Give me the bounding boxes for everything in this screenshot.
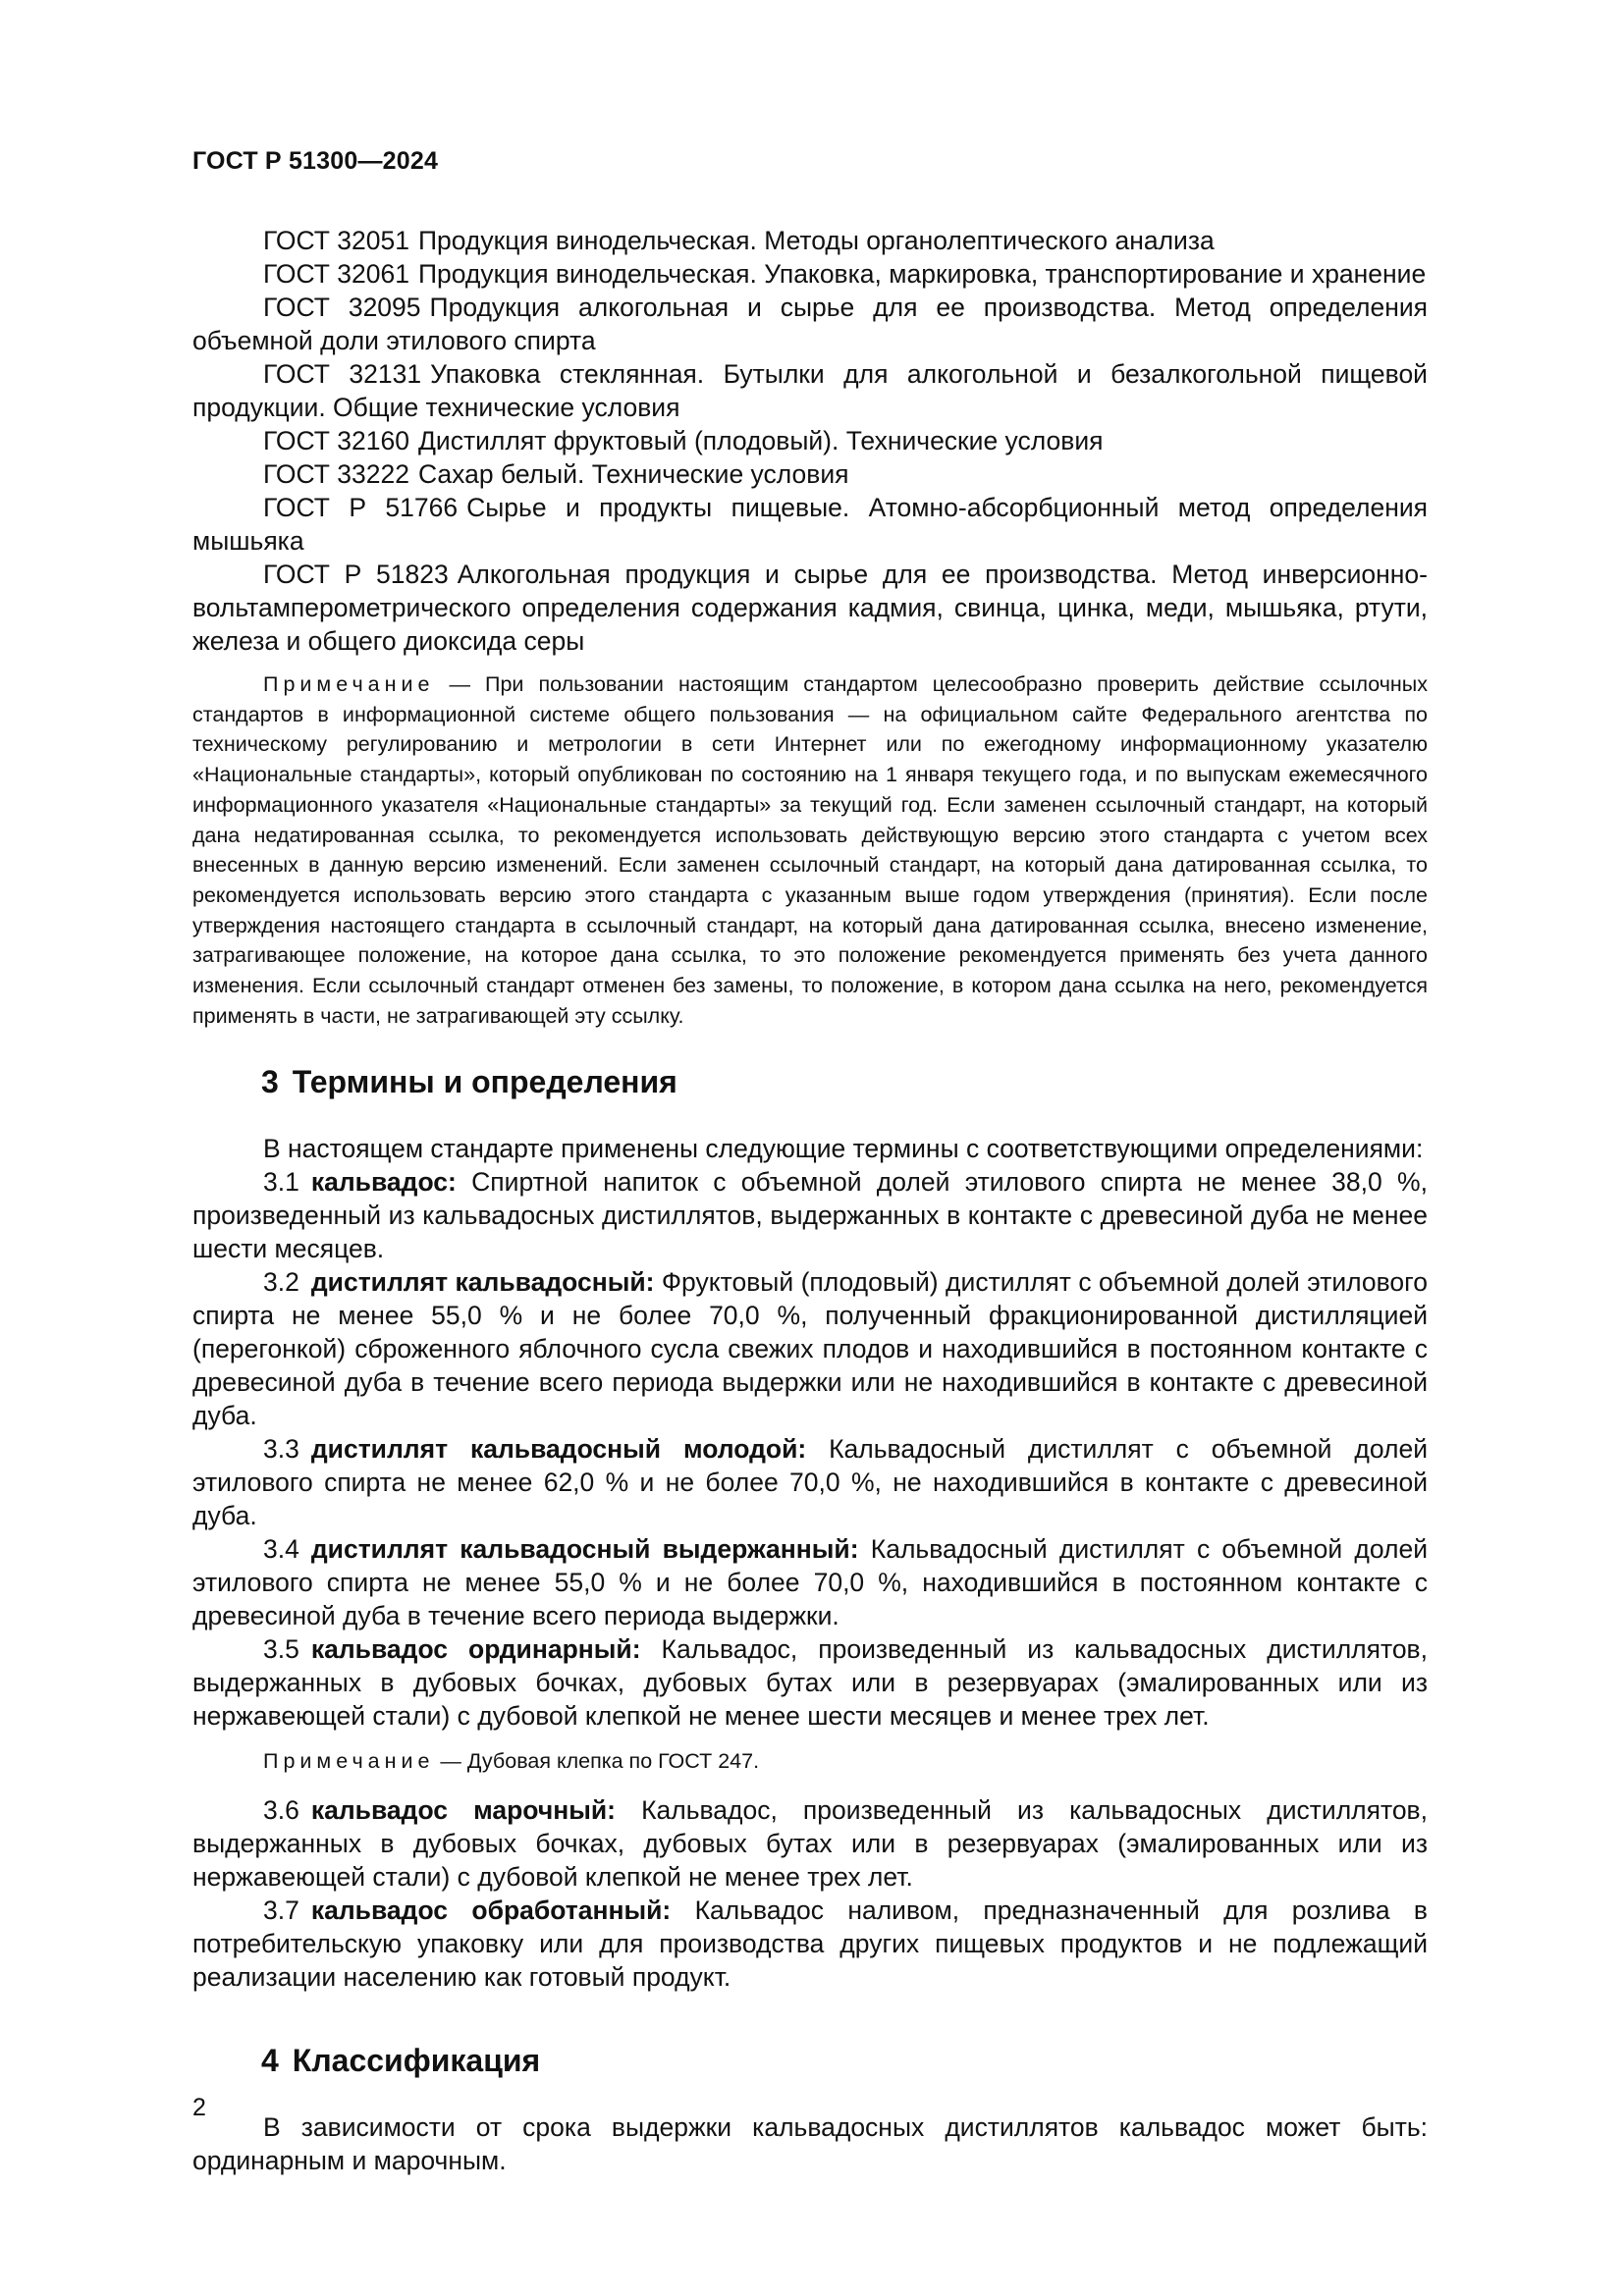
reference-title: Продукция винодельческая. Упаковка, маркировка, транспортирование и хранение bbox=[417, 259, 1427, 289]
term-text: Кальвадос, произведенный из кальвадосных дистиллятов, выдержанных в дубовых бочках, дубовых бутах или в резервуарах (эмалированных или из нержавеющей стали) с дубовой клепкой не менее шести месяцев и менее трех лет. bbox=[192, 1634, 1428, 1732]
term-number: 3.2 bbox=[263, 1267, 299, 1298]
reference-code: ГОСТ 32131 bbox=[263, 359, 422, 389]
reference-code: ГОСТ Р 51823 bbox=[263, 560, 449, 589]
reference-item bbox=[192, 291, 1428, 357]
reference-item bbox=[192, 357, 1428, 424]
reference-item bbox=[192, 558, 1428, 658]
term-number: 3.4 bbox=[263, 1534, 299, 1565]
reference-code: ГОСТ Р 51766 bbox=[263, 493, 459, 522]
reference-title: Дистиллят фруктовый (плодовый). Технические условия bbox=[417, 426, 1104, 455]
note-label: Примечание bbox=[263, 1749, 435, 1774]
reference-title: Упаковка стеклянная. Бутылки для алкогольной и безалкогольной пищевой продукции. Общие технические условия bbox=[192, 359, 1428, 422]
term-number: 3.6 bbox=[263, 1795, 299, 1826]
references-note bbox=[192, 669, 1428, 1031]
page-number: 2 bbox=[192, 2094, 206, 2121]
reference-title: Сырье и продукты пищевые. Атомно-абсорбционный метод определения мышьяка bbox=[192, 493, 1428, 556]
reference-code: ГОСТ 32095 bbox=[263, 293, 421, 322]
reference-title: Алкогольная продукция и сырье для ее производства. Метод инверсионно-вольтамперометрического определения содержания кадмия, свинца, цинка, меди, мышьяка, ртути, железа и общего диоксида серы bbox=[192, 560, 1428, 656]
section-title: Классификация bbox=[292, 2043, 541, 2079]
section-number: 4 bbox=[261, 2043, 279, 2079]
term-name: дистиллят кальвадосный молодой: bbox=[310, 1434, 807, 1465]
term-text: Кальвадосный дистиллят с объемной долей этилового спирта не менее 55,0 % и не более 70,0 %, находившийся в постоянном контакте с древесиной дуба в течение всего периода выдержки. bbox=[192, 1534, 1428, 1631]
term-text: Кальвадос, произведенный из кальвадосных дистиллятов, выдержанных в дубовых бочках, дубовых бутах или в резервуарах (эмалированных или из нержавеющей стали) с дубовой клепкой не менее трех лет. bbox=[192, 1795, 1428, 1893]
reference-item bbox=[192, 424, 1428, 457]
term-definition bbox=[192, 1793, 1428, 1894]
term-name: дистиллят кальвадосный: bbox=[310, 1267, 655, 1298]
reference-code: ГОСТ 33222 bbox=[263, 459, 409, 489]
page-header: ГОСТ Р 51300—2024 bbox=[192, 147, 439, 175]
note-text: — Дубовая клепка по ГОСТ 247. bbox=[434, 1749, 760, 1774]
note-text: — При пользовании настоящим стандартом целесообразно проверить действие ссылочных стандартов в информационной системе общего пользования — на официальном сайте Федерального агентства по техническому регулированию и метрологии в сети Интернет или по ежегодному информационному указателю «Национальные стандарты», который опубликован по состоянию на 1 января текущего года, и по выпускам ежемесячного информационного указателя «Национальные стандарты» за текущий год. Если заменен ссылочный стандарт, на который дана недатированная ссылка, то рекомендуется использовать действующую версию этого стандарта с учетом всех внесенных в данную версию изменений. Если заменен ссылочный стандарт, на который дана датированная ссылка, то рекомендуется использовать версию этого стандарта с указанным выше годом утверждения (принятия). Если после утверждения настоящего стандарта в ссылочный стандарт, на который дана датированная ссылка, внесено изменение, затрагивающее положение, на которое дана ссылка, то это положение рекомендуется применять без учета данного изменения. Если ссылочный стандарт отменен без замены, то положение, в котором дана ссылка на него, рекомендуется применять в части, не затрагивающей эту ссылку. bbox=[192, 672, 1428, 1028]
term-text: Кальвадосный дистиллят с объемной долей этилового спирта не менее 62,0 % и не более 70,0 %, не находившийся в контакте с древесиной дуба. bbox=[192, 1434, 1428, 1531]
term-text: Спиртной напиток с объемной долей этилового спирта не менее 38,0 %, произведенный из кальвадосных дистиллятов, выдержанных в контакте с древесиной дуба не менее шести месяцев. bbox=[192, 1167, 1428, 1264]
term-definition bbox=[192, 1165, 1428, 1265]
section-3-heading bbox=[192, 1064, 1428, 1100]
section-4-heading bbox=[192, 2043, 1428, 2079]
reference-code: ГОСТ 32160 bbox=[263, 426, 409, 455]
reference-title: Продукция алкогольная и сырье для ее производства. Метод определения объемной доли этилового спирта bbox=[192, 293, 1428, 355]
reference-code: ГОСТ 32051 bbox=[263, 226, 409, 255]
term-name: кальвадос марочный: bbox=[310, 1795, 616, 1826]
reference-title: Сахар белый. Технические условия bbox=[417, 459, 849, 489]
reference-title: Продукция винодельческая. Методы органолептического анализа bbox=[417, 226, 1215, 255]
reference-item bbox=[192, 257, 1428, 291]
term-definition bbox=[192, 1532, 1428, 1632]
term-definition bbox=[192, 1632, 1428, 1733]
term-number: 3.7 bbox=[263, 1896, 299, 1926]
reference-code: ГОСТ 32061 bbox=[263, 259, 409, 289]
note-label: Примечание bbox=[263, 672, 435, 696]
section-4-text: В зависимости от срока выдержки кальвадосных дистиллятов кальвадос может быть: ординарным и марочным. bbox=[192, 2112, 1428, 2176]
section-title: Термины и определения bbox=[292, 1064, 677, 1100]
reference-item bbox=[192, 224, 1428, 257]
term-number: 3.1 bbox=[263, 1167, 299, 1198]
reference-item bbox=[192, 491, 1428, 558]
term-text: Кальвадос наливом, предназначенный для розлива в потребительскую упаковку или для производства других пищевых продуктов и не подлежащий реализации населению как готовый продукт. bbox=[192, 1896, 1428, 1993]
term-definition bbox=[192, 1432, 1428, 1532]
reference-item bbox=[192, 457, 1428, 491]
term-definition bbox=[192, 1894, 1428, 1994]
term-number: 3.3 bbox=[263, 1434, 299, 1465]
document-body bbox=[192, 224, 1428, 2177]
term-name: дистиллят кальвадосный выдержанный: bbox=[310, 1534, 859, 1565]
oak-stave-note bbox=[192, 1746, 1428, 1776]
term-name: кальвадос: bbox=[310, 1167, 457, 1198]
section-3-intro: В настоящем стандарте применены следующие термины с соответствующими определениями: bbox=[263, 1134, 1424, 1164]
term-text: Фруктовый (плодовый) дистиллят с объемной долей этилового спирта не менее 55,0 % и не более 70,0 %, полученный фракционированной дистилляцией (перегонкой) сброженного яблочного сусла свежих плодов и находившийся в постоянном контакте с древесиной дуба в течение всего периода выдержки или не находившийся в контакте с древесиной дуба. bbox=[192, 1267, 1428, 1431]
term-number: 3.5 bbox=[263, 1634, 299, 1665]
term-name: кальвадос обработанный: bbox=[310, 1896, 672, 1926]
normative-references-list bbox=[192, 224, 1428, 658]
term-name: кальвадос ординарный: bbox=[310, 1634, 641, 1665]
section-number: 3 bbox=[261, 1064, 279, 1100]
term-definition bbox=[192, 1265, 1428, 1432]
